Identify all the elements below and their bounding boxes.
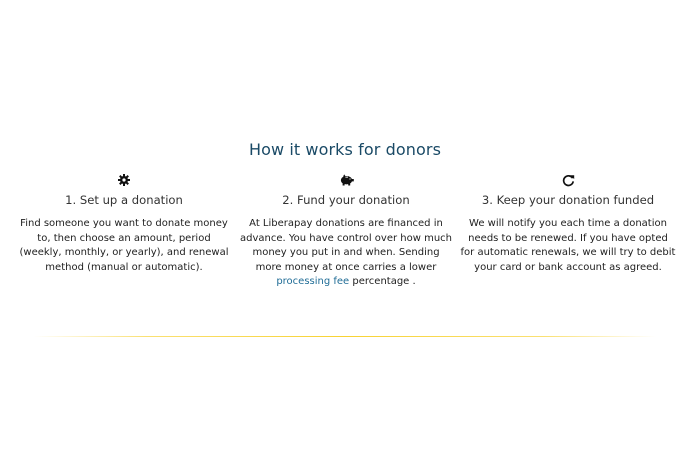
step-description: [236, 217, 456, 290]
step-keep-funded: [458, 173, 678, 290]
step-description-text: At Liberapay donations are financed in advance. You have control over how much money you put in and when. Sending more money at once carries a lower: [239, 218, 453, 273]
steps-row: [14, 173, 678, 290]
cog-icon: [14, 174, 234, 191]
step-title: 2. Fund your donation: [282, 193, 410, 207]
step-description-text-end: percentage .: [349, 276, 416, 288]
section-heading: How it works for donors: [248, 140, 442, 159]
step-setup: [14, 173, 234, 290]
refresh-icon: [458, 174, 678, 191]
piggy-bank-icon: [236, 174, 456, 191]
section-divider: [34, 336, 656, 337]
step-fund: [236, 173, 456, 290]
step-title: 3. Keep your donation funded: [481, 193, 655, 207]
step-description: Find someone you want to donate money to, then choose an amount, period (weekly, monthly, or yearly), and renewal method (manual or automatic).: [19, 218, 229, 273]
step-title: 1. Set up a donation: [65, 193, 183, 207]
processing-fee-link[interactable]: processing fee: [276, 276, 350, 288]
step-description: We will notify you each time a donation needs to be renewed. If you have opted for automatic renewals, we will try to debit your card or bank account as agreed.: [460, 218, 676, 273]
